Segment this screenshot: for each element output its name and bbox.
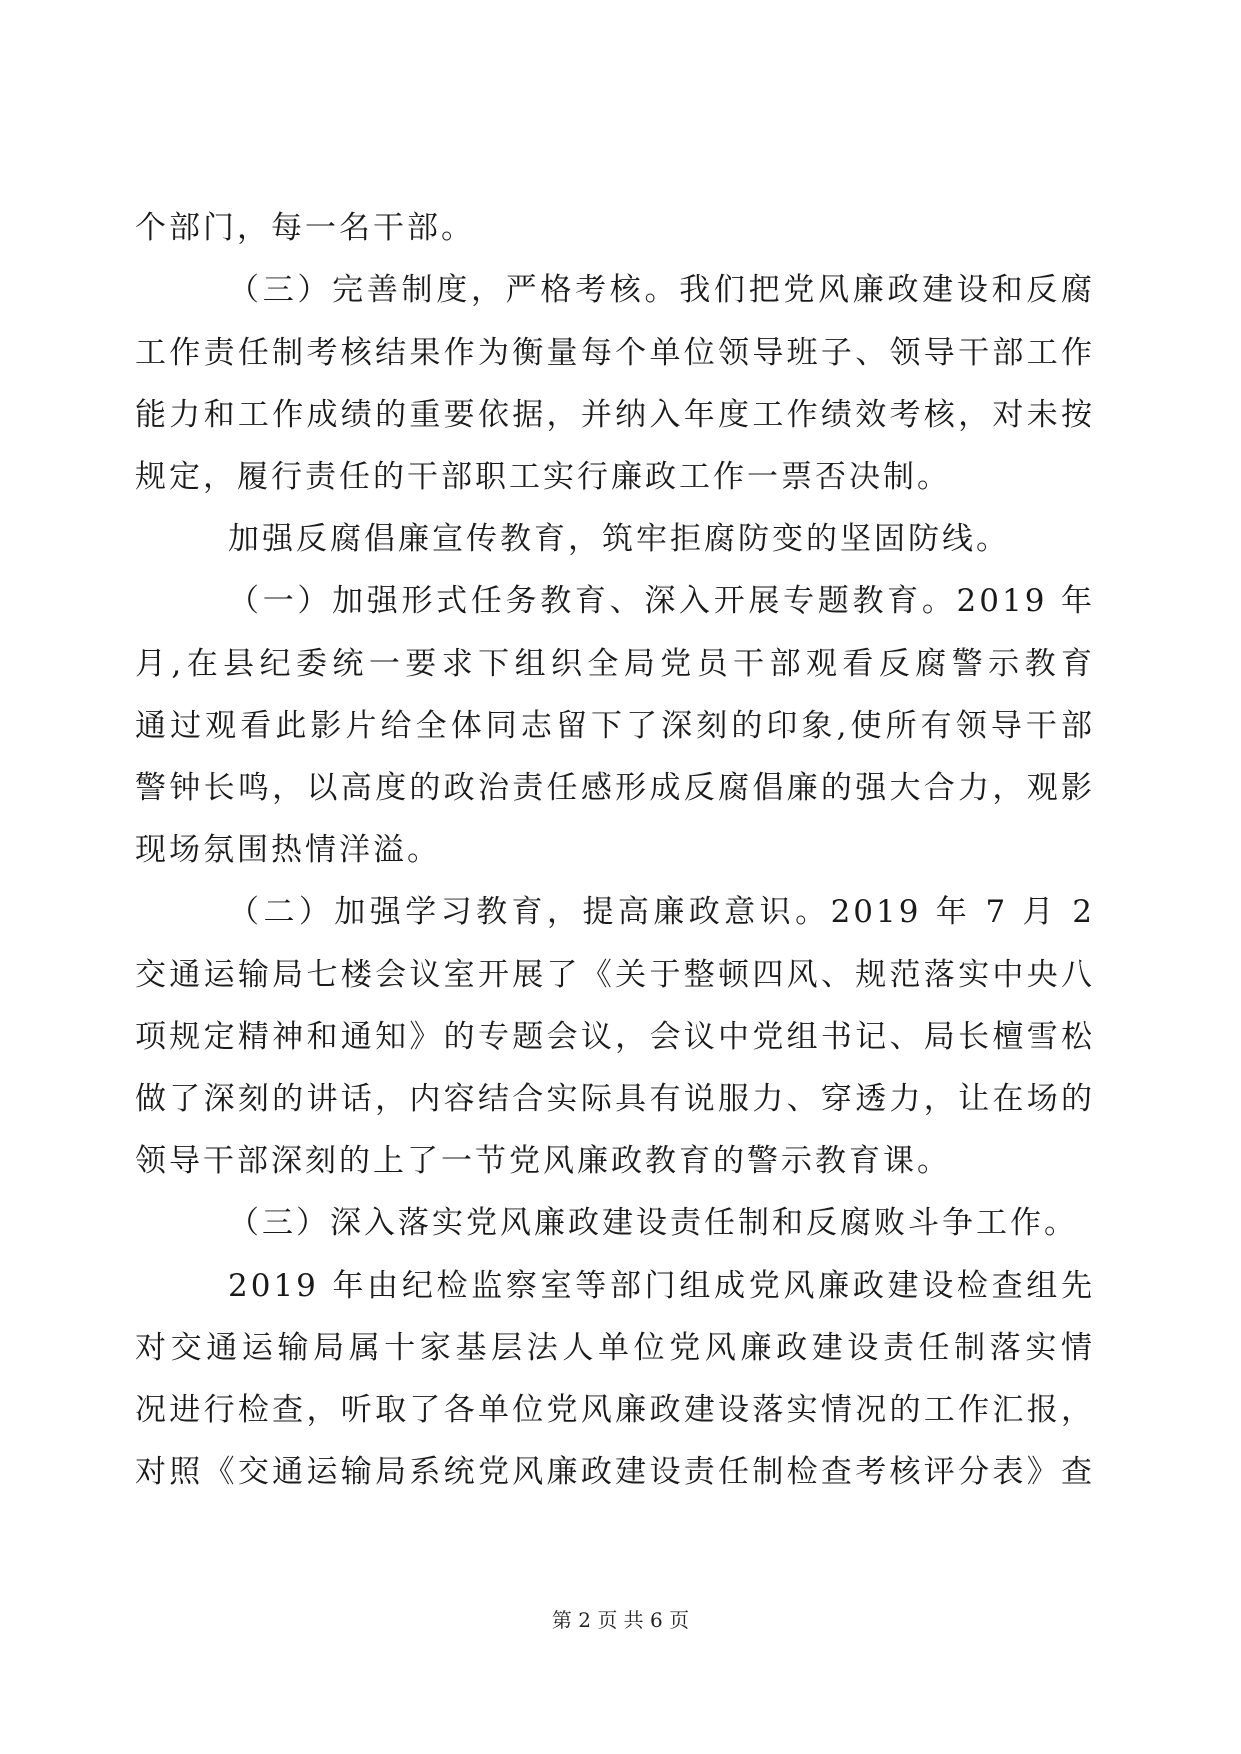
- text-line: 规定，履行责任的干部职工实行廉政工作一票否决制。: [135, 459, 951, 495]
- text-line: 现场氛围热情洋溢。: [135, 832, 441, 868]
- text-line: （三）完善制度，严格考核。我们把党风廉政建设和反腐: [228, 272, 1095, 308]
- text-line: 警钟长鸣，以高度的政治责任感形成反腐倡廉的强大合力，观影: [135, 770, 1095, 806]
- text-line: 做了深刻的讲话，内容结合实际具有说服力、穿透力，让在场的: [135, 1081, 1095, 1117]
- text-line: 2019 年由纪检监察室等部门组成党风廉政建设检查组先: [228, 1268, 1095, 1304]
- page-footer: 第 2 页 共 6 页: [551, 1608, 690, 1632]
- text-line: 工作责任制考核结果作为衡量每个单位领导班子、领导干部工作: [135, 335, 1095, 371]
- text-line: 加强反腐倡廉宣传教育，筑牢拒腐防变的坚固防线。: [228, 521, 1010, 557]
- text-line: 对照《交通运输局系统党风廉政建设责任制检查考核评分表》查: [135, 1454, 1095, 1490]
- text-line: 项规定精神和通知》的专题会议，会议中党组书记、局长檀雪松: [135, 1019, 1095, 1055]
- text-line: （一）加强形式任务教育、深入开展专题教育。2019 年: [228, 583, 1095, 619]
- text-line: （二）加强学习教育，提高廉政意识。2019 年 7 月 2: [228, 894, 1095, 930]
- text-line: 对交通运输局属十家基层法人单位党风廉政建设责任制落实情: [135, 1330, 1095, 1366]
- text-line: 通过观看此影片给全体同志留下了深刻的印象,使所有领导干部: [135, 708, 1095, 744]
- text-line: 领导干部深刻的上了一节党风廉政教育的警示教育课。: [135, 1143, 951, 1179]
- text-line: 况进行检查，听取了各单位党风廉政建设落实情况的工作汇报，: [135, 1392, 1095, 1428]
- text-line: 个部门，每一名干部。: [135, 210, 475, 246]
- text-line: 交通运输局七楼会议室开展了《关于整顿四风、规范落实中央八: [135, 957, 1095, 993]
- text-line: （三）深入落实党风廉政建设责任制和反腐败斗争工作。: [228, 1205, 1078, 1241]
- text-line: 月,在县纪委统一要求下组织全局党员干部观看反腐警示教育: [135, 646, 1095, 682]
- text-line: 能力和工作成绩的重要依据，并纳入年度工作绩效考核，对未按: [135, 397, 1095, 433]
